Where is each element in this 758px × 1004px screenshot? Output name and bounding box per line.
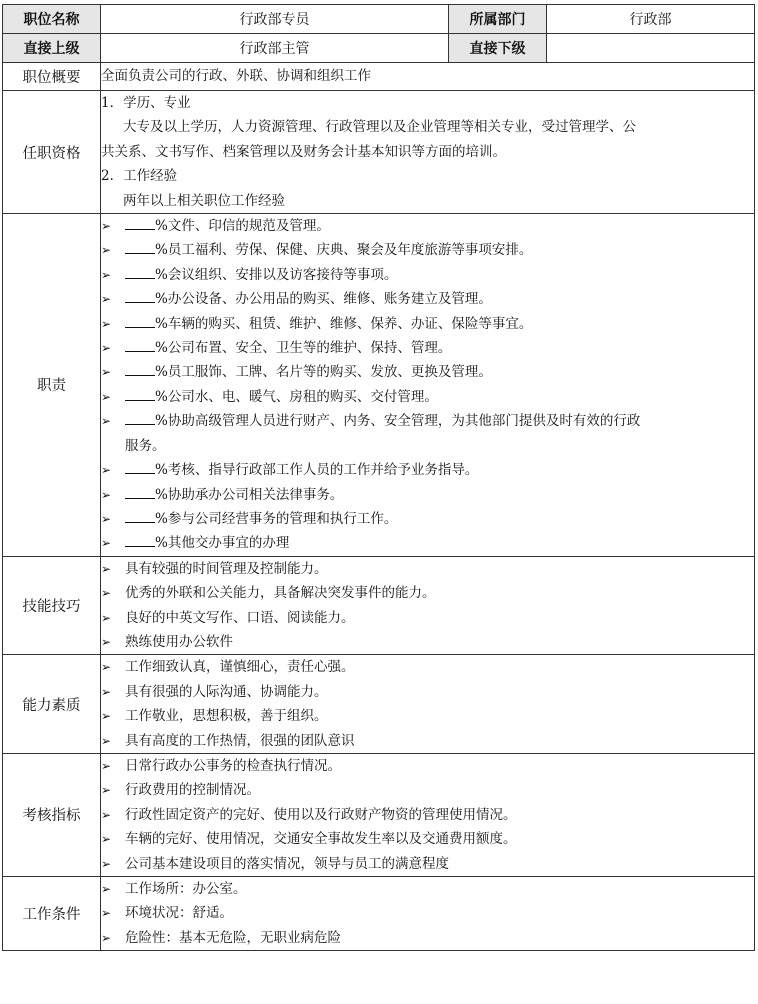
duty-text: %参与公司经营事务的管理和执行工作。 [155, 510, 398, 527]
qualifications-label: 任职资格 [3, 91, 101, 214]
duty-text: %员工福利、劳保、保健、庆典、聚会及年度旅游等事项安排。 [155, 242, 533, 259]
qualifications-row [3, 91, 755, 214]
overview-text [101, 63, 755, 91]
skill-item [101, 606, 754, 630]
header-row-1 [3, 5, 755, 34]
skill-item [101, 630, 754, 654]
percentage-blank [125, 360, 155, 376]
kpi-label: 考核指标 [3, 753, 101, 876]
qualification-education-title: 1．学历、专业 [101, 95, 191, 111]
qualification-education-line: 大专及以上学历，人力资源管理、行政管理以及企业管理等相关专业，受过管理学、公 [123, 119, 636, 136]
percentage-blank [125, 238, 155, 254]
kpi-text: 公司基本建设项目的落实情况，领导与员工的满意程度 [125, 855, 449, 872]
duties-body [101, 214, 755, 557]
arrow-bullet-icon: ➢ [101, 758, 112, 773]
skill-item [101, 557, 754, 581]
duty-item [101, 214, 754, 238]
percentage-blank [125, 214, 155, 230]
kpi-item [101, 852, 754, 876]
arrow-bullet-icon: ➢ [101, 219, 112, 234]
position-name-value: 行政部专员 [101, 5, 449, 34]
percentage-blank [125, 312, 155, 328]
quality-text: 具有很强的人际沟通、协调能力。 [125, 683, 328, 700]
qualities-row [3, 655, 755, 754]
quality-text: 工作细致认真，谨慎细心，责任心强。 [125, 659, 355, 676]
duty-text: %车辆的购买、租赁、维护、维修、保养、办证、保险等事宜。 [155, 315, 533, 332]
quality-item [101, 655, 754, 679]
department-value: 行政部 [547, 5, 755, 34]
condition-item [101, 877, 754, 901]
skills-body [101, 556, 755, 655]
qualities-body [101, 655, 755, 754]
duty-text: %文件、印信的规范及管理。 [155, 218, 330, 235]
department-label: 所属部门 [449, 5, 547, 34]
skill-item [101, 581, 754, 605]
duty-item [101, 409, 754, 458]
kpi-text: 行政性固定资产的完好、使用以及行政财产物资的管理使用情况。 [125, 806, 517, 823]
quality-text: 具有高度的工作热情，很强的团队意识 [125, 732, 355, 749]
qualification-education-line: 共关系、文书写作、档案管理以及财务会计基本知识等方面的培训。 [101, 143, 506, 160]
arrow-bullet-icon: ➢ [101, 634, 112, 649]
quality-item [101, 680, 754, 704]
duty-item [101, 385, 754, 409]
kpi-item [101, 803, 754, 827]
duty-item [101, 336, 754, 360]
duty-item [101, 360, 754, 384]
arrow-bullet-icon: ➢ [101, 243, 112, 258]
duty-text: %协助高级管理人员进行财产、内务、安全管理，为其他部门提供及时有效的行政 [155, 413, 641, 430]
duty-item [101, 287, 754, 311]
arrow-bullet-icon: ➢ [101, 684, 112, 699]
duty-item [101, 531, 754, 555]
percentage-blank [125, 483, 155, 499]
percentage-blank [125, 409, 155, 425]
position-name-label: 职位名称 [3, 5, 101, 34]
arrow-bullet-icon: ➢ [101, 292, 112, 307]
kpi-row [3, 753, 755, 876]
kpi-text: 日常行政办公事务的检查执行情况。 [125, 757, 341, 774]
arrow-bullet-icon: ➢ [101, 660, 112, 675]
arrow-bullet-icon: ➢ [101, 586, 112, 601]
condition-text: 危险性：基本无危险，无职业病危险 [125, 929, 341, 946]
arrow-bullet-icon: ➢ [101, 856, 112, 871]
arrow-bullet-icon: ➢ [101, 511, 112, 526]
duty-text: %考核、指导行政部工作人员的工作并给予业务指导。 [155, 462, 479, 479]
qualities-label: 能力素质 [3, 655, 101, 754]
arrow-bullet-icon: ➢ [101, 906, 112, 921]
kpi-body [101, 753, 755, 876]
arrow-bullet-icon: ➢ [101, 414, 112, 429]
arrow-bullet-icon: ➢ [101, 341, 112, 356]
duties-label: 职责 [3, 214, 101, 557]
skill-text: 良好的中英文写作、口语、阅读能力。 [125, 609, 355, 626]
duty-item [101, 238, 754, 262]
qualification-experience-title: 2．工作经验 [101, 168, 178, 185]
quality-item [101, 704, 754, 728]
overview-label: 职位概要 [3, 63, 101, 91]
skills-label: 技能技巧 [3, 556, 101, 655]
arrow-bullet-icon: ➢ [101, 610, 112, 625]
skills-row [3, 556, 755, 655]
arrow-bullet-icon: ➢ [101, 316, 112, 331]
kpi-text: 车辆的完好、使用情况，交通安全事故发生率以及交通费用额度。 [125, 831, 517, 848]
percentage-blank [125, 287, 155, 303]
condition-text: 工作场所：办公室。 [125, 881, 247, 897]
direct-superior-value: 行政部主管 [101, 34, 449, 63]
arrow-bullet-icon: ➢ [101, 536, 112, 551]
skill-text: 具有较强的时间管理及控制能力。 [125, 560, 328, 577]
overview-line: 全面负责公司的行政、外联、协调和组织工作 [101, 68, 371, 85]
condition-item [101, 901, 754, 925]
duty-item [101, 483, 754, 507]
duty-text: %其他交办事宜的办理 [155, 535, 290, 552]
kpi-text: 行政费用的控制情况。 [125, 782, 260, 799]
quality-text: 工作敬业，思想积极，善于组织。 [125, 708, 328, 725]
skill-text: 优秀的外联和公关能力，具备解决突发事件的能力。 [125, 585, 436, 602]
skill-text: 熟练使用办公软件 [125, 633, 233, 650]
kpi-item [101, 754, 754, 778]
duty-item [101, 507, 754, 531]
percentage-blank [125, 458, 155, 474]
qualifications-body [101, 91, 755, 214]
duty-text: %办公设备、办公用品的购买、维修、账务建立及管理。 [155, 291, 492, 308]
conditions-body [101, 877, 755, 951]
arrow-bullet-icon: ➢ [101, 882, 112, 896]
kpi-item [101, 827, 754, 851]
arrow-bullet-icon: ➢ [101, 463, 112, 478]
duty-text: %会议组织、安排以及访客接待等事项。 [155, 266, 398, 283]
qualification-experience-line: 两年以上相关职位工作经验 [123, 192, 285, 209]
direct-superior-label: 直接上级 [3, 34, 101, 63]
header-row-2 [3, 34, 755, 63]
arrow-bullet-icon: ➢ [101, 365, 112, 380]
duty-text: %公司布置、安全、卫生等的维护、保持、管理。 [155, 340, 452, 357]
job-description-table [2, 4, 755, 951]
arrow-bullet-icon: ➢ [101, 733, 112, 748]
duty-text: %协助承办公司相关法律事务。 [155, 486, 344, 503]
conditions-row [3, 877, 755, 951]
percentage-blank [125, 531, 155, 547]
duty-item [101, 458, 754, 482]
duties-row [3, 214, 755, 557]
quality-item [101, 729, 754, 753]
duty-text-continued: 服务。 [125, 437, 166, 454]
direct-subordinate-value [547, 34, 755, 63]
arrow-bullet-icon: ➢ [101, 389, 112, 404]
arrow-bullet-icon: ➢ [101, 709, 112, 724]
condition-text: 环境状况：舒适。 [125, 905, 233, 922]
conditions-label: 工作条件 [3, 877, 101, 951]
arrow-bullet-icon: ➢ [101, 783, 112, 798]
arrow-bullet-icon: ➢ [101, 832, 112, 847]
percentage-blank [125, 263, 155, 279]
percentage-blank [125, 336, 155, 352]
duty-item [101, 312, 754, 336]
overview-row [3, 63, 755, 91]
duty-text: %员工服饰、工牌、名片等的购买、发放、更换及管理。 [155, 364, 492, 381]
duty-text: %公司水、电、暖气、房租的购买、交付管理。 [155, 388, 438, 405]
percentage-blank [125, 507, 155, 523]
arrow-bullet-icon: ➢ [101, 807, 112, 822]
direct-subordinate-label: 直接下级 [449, 34, 547, 63]
arrow-bullet-icon: ➢ [101, 930, 112, 945]
kpi-item [101, 778, 754, 802]
percentage-blank [125, 385, 155, 401]
condition-item [101, 926, 754, 950]
duty-item [101, 263, 754, 287]
arrow-bullet-icon: ➢ [101, 267, 112, 282]
arrow-bullet-icon: ➢ [101, 561, 112, 576]
arrow-bullet-icon: ➢ [101, 487, 112, 502]
